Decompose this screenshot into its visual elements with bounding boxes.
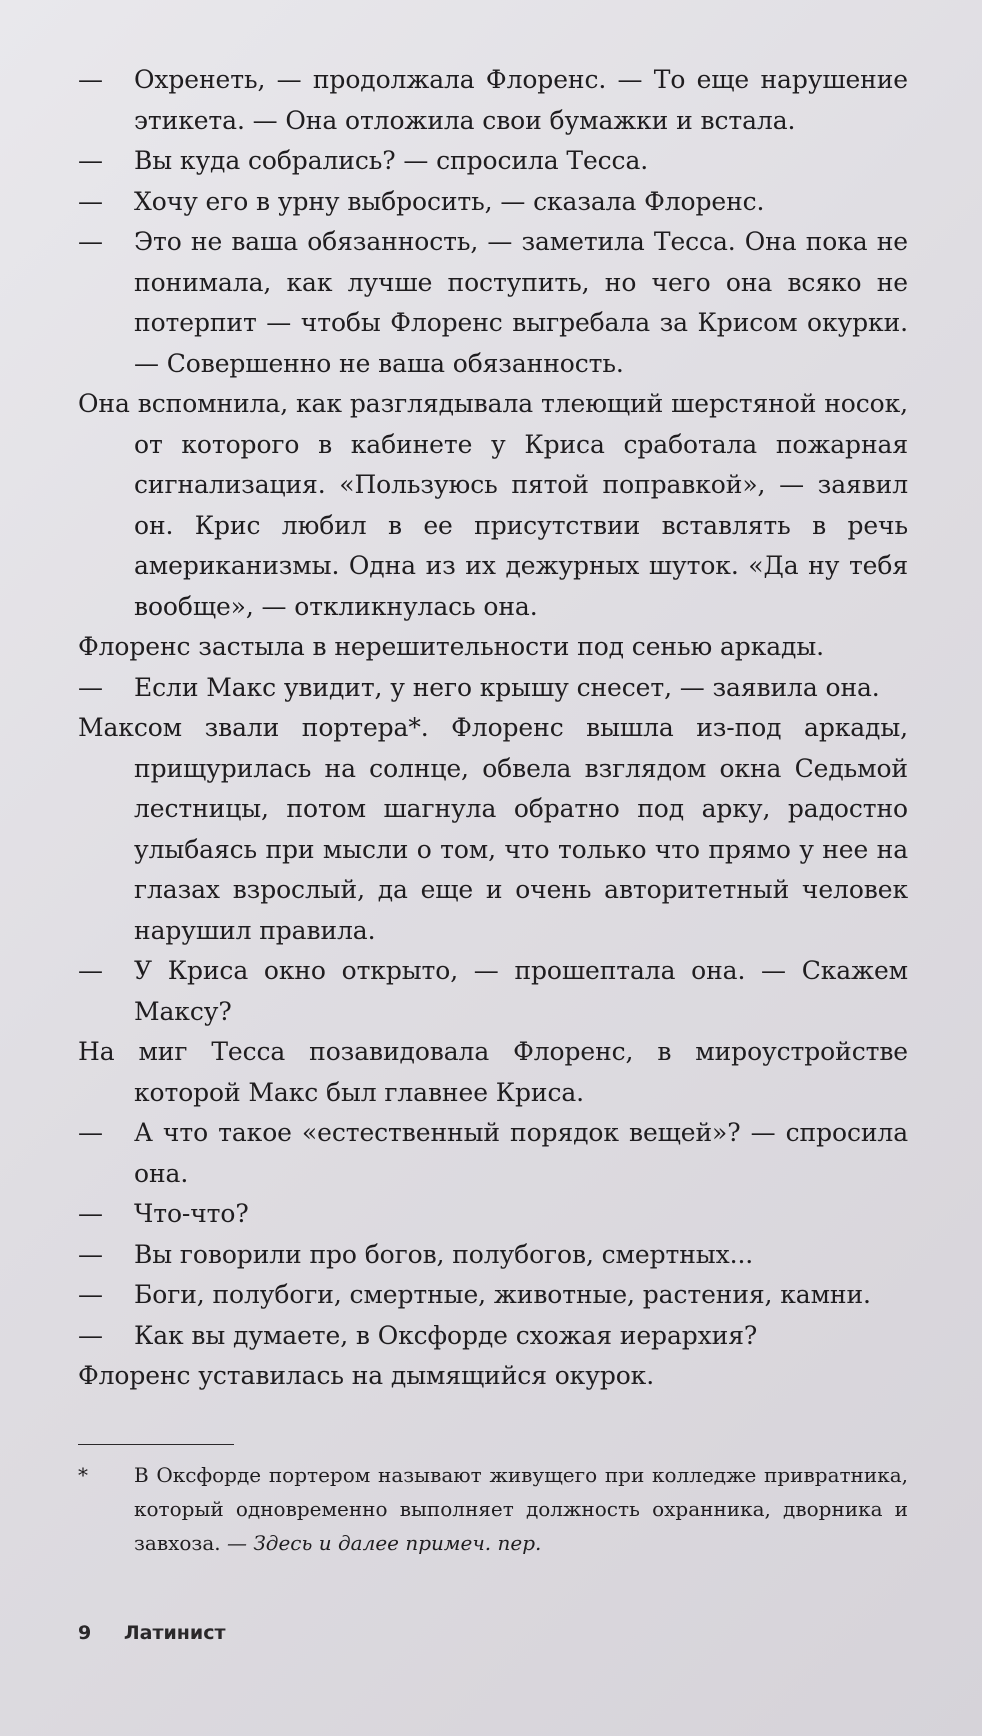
footnote-divider (78, 1444, 234, 1445)
dialogue-dash: — (78, 1118, 103, 1147)
paragraph-text: Флоренс уставилась на дымящийся окурок. (78, 1361, 655, 1390)
paragraph-4 (78, 222, 908, 384)
footnote (78, 1458, 908, 1560)
book-title: Латинист (123, 1622, 226, 1644)
paragraph-14 (78, 1275, 908, 1316)
dialogue-dash: — (78, 1239, 103, 1269)
paragraph-1 (78, 60, 908, 141)
main-text (78, 60, 908, 1397)
dialogue-dash: — (78, 65, 103, 94)
dialogue-dash: — (78, 186, 103, 216)
paragraph-2 (78, 141, 908, 182)
paragraph-8 (78, 708, 908, 951)
paragraph-6 (78, 627, 908, 668)
paragraph-text: Хочу его в урну выбросить, — сказала Флоренс. (134, 186, 765, 216)
paragraph-text: Если Макс увидит, у него крышу снесет, — заявила она. (134, 672, 880, 702)
footnote-translator-note: — Здесь и далее примеч. пер. (226, 1531, 542, 1555)
paragraph-text: Это не ваша обязанность, — заметила Тесса. Она пока не понимала, как лучше поступить, но чего она всяко не потерпит — чтобы Флоренс выгребала за Крисом окурки. — Совершенно не ваша обязанность. (134, 227, 908, 378)
paragraph-5 (78, 384, 908, 627)
paragraph-text: Охренеть, — продолжала Флоренс. — То еще нарушение этикета. — Она отложила свои бумажки и встала. (134, 65, 908, 135)
paragraph-text: Вы куда собрались? — спросила Тесса. (134, 146, 649, 175)
page-footer (78, 1622, 226, 1644)
paragraph-13 (78, 1235, 908, 1276)
paragraph-9 (78, 951, 908, 1032)
paragraph-text: Что-что? (134, 1199, 249, 1228)
paragraph-12 (78, 1194, 908, 1235)
paragraph-text: Она вспомнила, как разглядывала тлеющий шерстяной носок, от которого в кабинете у Криса сработала пожарная сигнализация. «Пользуюсь пятой поправкой», — заявил он. Крис любил в ее присутствии вставлять в речь американизмы. Одна из их дежурных шуток. «Да ну тебя вообще», — откликнулась она. (78, 389, 908, 621)
paragraph-text: У Криса окно открыто, — прошептала она. — Скажем Максу? (134, 956, 908, 1026)
dialogue-dash: — (78, 227, 103, 256)
paragraph-text: Максом звали портера*. Флоренс вышла из-под аркады, прищурилась на солнце, обвела взглядом окна Седьмой лестницы, потом шагнула обратно под арку, радостно улыбаясь при мысли о том, что только что прямо у нее на глазах взрослый, да еще и очень авторитетный человек нарушил правила. (78, 713, 908, 945)
footnote-mark: * (78, 1463, 88, 1487)
page-number: 9 (78, 1622, 92, 1644)
paragraph-15 (78, 1316, 908, 1357)
paragraph-11 (78, 1113, 908, 1194)
paragraph-text: На миг Тесса позавидовала Флоренс, в мироустройстве которой Макс был главнее Криса. (78, 1037, 908, 1107)
paragraph-text: А что такое «естественный порядок вещей»? — спросила она. (134, 1118, 908, 1188)
paragraph-text: Как вы думаете, в Оксфорде схожая иерархия? (134, 1320, 758, 1350)
paragraph-3 (78, 182, 908, 223)
footnote-body (78, 1458, 908, 1560)
dialogue-dash: — (78, 1320, 103, 1350)
paragraph-7 (78, 668, 908, 709)
dialogue-dash: — (78, 956, 103, 985)
footnote-text: В Оксфорде портером называют живущего при колледже привратника, который одновременно выполняет должность охранника, дворника и завхоза. (134, 1463, 908, 1555)
paragraph-10 (78, 1032, 908, 1113)
paragraph-text: Вы говорили про богов, полубогов, смертных... (134, 1239, 754, 1269)
dialogue-dash: — (78, 1199, 103, 1228)
paragraph-16 (78, 1356, 908, 1397)
paragraph-text: Флоренс застыла в нерешительности под сенью аркады. (78, 632, 824, 661)
dialogue-dash: — (78, 672, 103, 702)
paragraph-text: Боги, полубоги, смертные, животные, растения, камни. (134, 1280, 871, 1309)
dialogue-dash: — (78, 1280, 103, 1309)
dialogue-dash: — (78, 146, 103, 175)
